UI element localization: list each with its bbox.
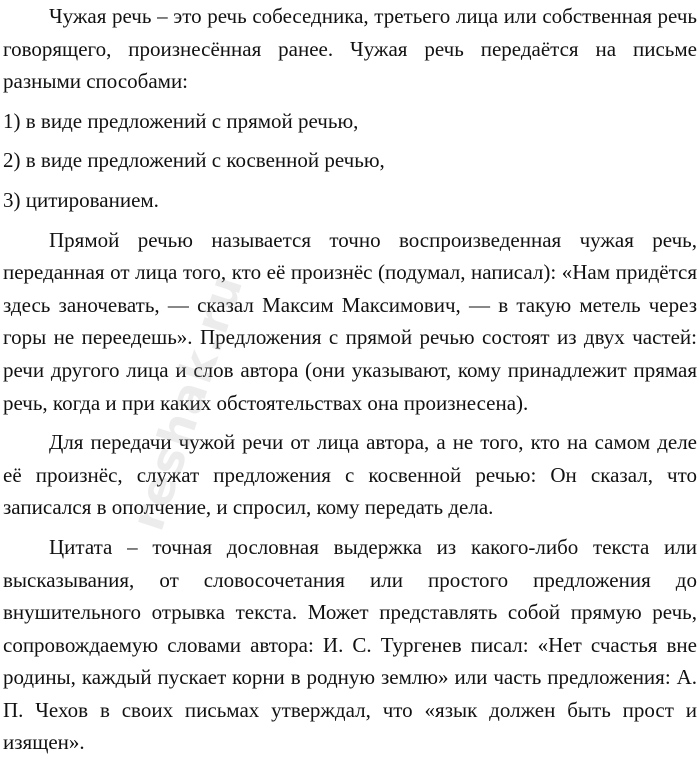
document-page (3, 0, 697, 766)
list-item-indirect-speech: 2) в виде предложений с косвенной речью, (3, 148, 385, 173)
paragraph-quotation: Цитата – точная дословная выдержка из какого-либо текста или высказывания, от словосочетания или простого предложения до внушительного отрывка текста. Может представлять собой прямую речь, сопровождаемую словами автора: И. С. Тургенев писал: «Нет счастья вне родины, каждый пускает корни в родную землю» или часть предложения: А. П. Чехов в своих письмах утверждал, что «язык должен быть прост и изящен». (3, 534, 697, 755)
watermark: reshak.ru (120, 266, 254, 537)
list-item-quotation: 3) цитированием. (3, 187, 159, 212)
paragraph-definition: Чужая речь – это речь собеседника, третьего лица или собственная речь говорящего, произнесённая ранее. Чужая речь передаётся на письме разными способами: (3, 4, 697, 94)
paragraph-indirect-speech: Для передачи чужой речи от лица автора, а не того, кто на самом деле её произнёс, служат предложения с косвенной речью: Он сказал, что записался в ополчение, и спросил, кому передать дела. (3, 430, 697, 520)
list-item-direct-speech: 1) в виде предложений с прямой речью, (3, 108, 359, 133)
paragraph-direct-speech: Прямой речью называется точно воспроизведенная чужая речь, переданная от лица того, кто её произнёс (подумал, написал): «Нам придётся здесь заночевать, — сказал Максим Максимович, — в такую метель через горы не переедешь». Предложения с прямой речью состоят из двух частей: речи другого лица и слов автора (они указывают, кому принадлежит прямая речь, когда и при каких обстоятельствах она произнесена). (3, 227, 697, 415)
